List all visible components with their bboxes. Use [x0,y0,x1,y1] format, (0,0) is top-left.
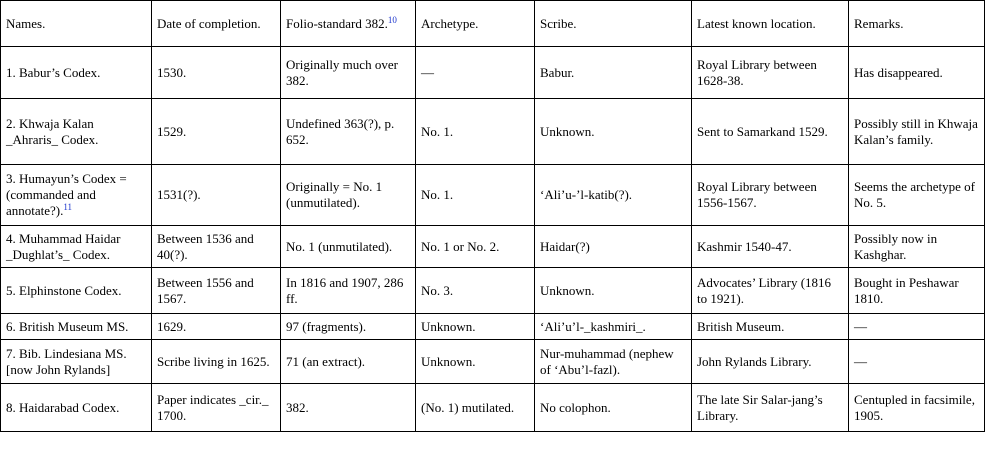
cell-date-text: 1529. [157,123,187,139]
cell-date [152,226,281,268]
cell-scribe-text: ‘Ali’u-’l-katib(?). [540,187,633,202]
cell-scribe [535,165,692,226]
cell-name-text: 6. British Museum MS. [6,318,129,334]
table-row [1,340,985,384]
cell-archetype [416,226,535,268]
cell-folio [281,99,416,165]
cell-location-text: Sent to Samarkand 1529. [697,123,828,139]
cell-scribe [535,226,692,268]
cell-scribe-text: Nur-muhammad (nephew of ‘Abu’l-fazl). [540,345,674,377]
cell-remarks [849,268,985,314]
cell-scribe [535,384,692,432]
table-row [1,384,985,432]
cell-date-text: 1531(?). [157,187,201,202]
footnote-ref[interactable]: 11 [63,202,73,212]
cell-folio [281,314,416,340]
cell-name [1,268,152,314]
table-body [1,47,985,432]
cell-folio-text: In 1816 and 1907, 286 ff. [286,274,404,306]
cell-remarks-text: — [854,353,867,369]
header-remarks: Remarks. [849,1,985,47]
cell-scribe [535,314,692,340]
cell-date [152,47,281,99]
cell-name [1,165,152,226]
cell-date-text: 1530. [157,64,187,80]
header-folio-label: Folio-standard 382. [286,15,388,31]
cell-name-text: 1. Babur’s Codex. [6,64,101,80]
cell-name-text: 8. Haidarabad Codex. [6,399,120,415]
header-archetype: Archetype. [416,1,535,47]
cell-location [692,47,849,99]
cell-folio [281,384,416,432]
cell-archetype [416,314,535,340]
cell-name-text: 5. Elphinstone Codex. [6,282,122,298]
cell-name [1,226,152,268]
cell-location [692,165,849,226]
cell-scribe-text: ‘Ali’u’l-_kashmiri_. [540,318,646,334]
table-row [1,165,985,226]
cell-name-text: 3. Humayun’s Codex = (commanded and annotate?). [6,171,127,218]
cell-remarks-text: Bought in Peshawar 1810. [854,274,959,306]
cell-scribe-text: Haidar(?) [540,238,590,254]
header-location: Latest known location. [692,1,849,47]
header-date: Date of completion. [152,1,281,47]
cell-remarks-text: Seems the archetype of No. 5. [854,179,975,210]
cell-archetype-text: Unknown. [421,318,476,334]
cell-location [692,384,849,432]
cell-location-text: Kashmir 1540-47. [697,238,792,254]
cell-scribe [535,47,692,99]
cell-name-text: 2. Khwaja Kalan _Ahraris_ Codex. [6,115,99,147]
cell-date-text: 1629. [157,318,187,334]
cell-location [692,99,849,165]
cell-location-text: John Rylands Library. [697,353,812,369]
cell-scribe-text: Babur. [540,64,575,80]
cell-scribe-text: No colophon. [540,399,611,415]
cell-location-text: Advocates’ Library (1816 to 1921). [697,274,832,306]
cell-date-text: Between 1556 and 1567. [157,274,254,306]
cell-archetype-text: No. 1. [421,187,454,202]
cell-folio [281,340,416,384]
cell-folio-text: 71 (an extract). [286,353,366,369]
cell-scribe-text: Unknown. [540,282,595,298]
cell-scribe [535,99,692,165]
cell-date-text: Paper indicates _cir._ 1700. [157,391,269,423]
header-names: Names. [1,1,152,47]
cell-remarks [849,165,985,226]
cell-date [152,384,281,432]
cell-remarks-text: Possibly now in Kashghar. [854,230,938,262]
cell-date [152,99,281,165]
cell-name [1,99,152,165]
header-folio [281,1,416,47]
cell-archetype [416,99,535,165]
cell-name-text: 4. Muhammad Haidar _Dughlat’s_ Codex. [6,230,121,262]
footnote-ref[interactable]: 10 [387,14,397,25]
cell-folio [281,268,416,314]
cell-folio [281,226,416,268]
cell-archetype-text: — [421,64,434,80]
cell-archetype [416,340,535,384]
header-row [1,1,985,47]
cell-date-text: Between 1536 and 40(?). [157,230,254,262]
cell-scribe-text: Unknown. [540,123,595,139]
cell-archetype-text: No. 1 or No. 2. [421,238,500,254]
cell-location-text: Royal Library between 1556-1567. [697,179,817,210]
cell-archetype-text: Unknown. [421,353,476,369]
cell-archetype [416,165,535,226]
cell-location [692,340,849,384]
cell-location-text: British Museum. [697,318,785,334]
cell-archetype [416,384,535,432]
cell-date-text: Scribe living in 1625. [157,353,270,369]
cell-remarks [849,99,985,165]
cell-scribe [535,340,692,384]
table-row [1,47,985,99]
table-row [1,268,985,314]
cell-location [692,268,849,314]
cell-folio-text: No. 1 (unmutilated). [286,238,393,254]
cell-name [1,47,152,99]
cell-folio-text: 382. [286,399,309,415]
cell-archetype [416,47,535,99]
cell-archetype [416,268,535,314]
table-row [1,314,985,340]
cell-name-text: 7. Bib. Lindesiana MS. [now John Rylands] [6,345,127,377]
cell-name [1,340,152,384]
cell-remarks-text: Has disappeared. [854,64,943,80]
cell-remarks-text: Possibly still in Khwaja Kalan’s family. [854,115,978,147]
cell-folio-text: 97 (fragments). [286,318,367,334]
cell-location-text: Royal Library between 1628-38. [697,56,817,88]
cell-remarks-text: Centupled in facsimile, 1905. [854,391,975,423]
cell-folio [281,47,416,99]
cell-archetype-text: No. 3. [421,282,454,298]
table-row [1,99,985,165]
cell-remarks [849,340,985,384]
table-row [1,226,985,268]
cell-date [152,165,281,226]
cell-location [692,226,849,268]
cell-remarks-text: — [854,318,867,334]
cell-folio-text: Undefined 363(?), p. 652. [286,115,395,147]
cell-name [1,314,152,340]
cell-archetype-text: (No. 1) mutilated. [421,399,515,415]
cell-location-text: The late Sir Salar-jang’s Library. [697,391,823,423]
cell-date [152,268,281,314]
cell-archetype-text: No. 1. [421,123,454,139]
cell-scribe [535,268,692,314]
cell-folio-text: Originally = No. 1 (unmutilated). [286,179,383,210]
cell-remarks [849,47,985,99]
cell-remarks [849,384,985,432]
cell-name [1,384,152,432]
header-scribe: Scribe. [535,1,692,47]
cell-remarks [849,314,985,340]
cell-date [152,340,281,384]
cell-location [692,314,849,340]
cell-remarks [849,226,985,268]
cell-folio-text: Originally much over 382. [286,56,398,88]
cell-folio [281,165,416,226]
cell-date [152,314,281,340]
